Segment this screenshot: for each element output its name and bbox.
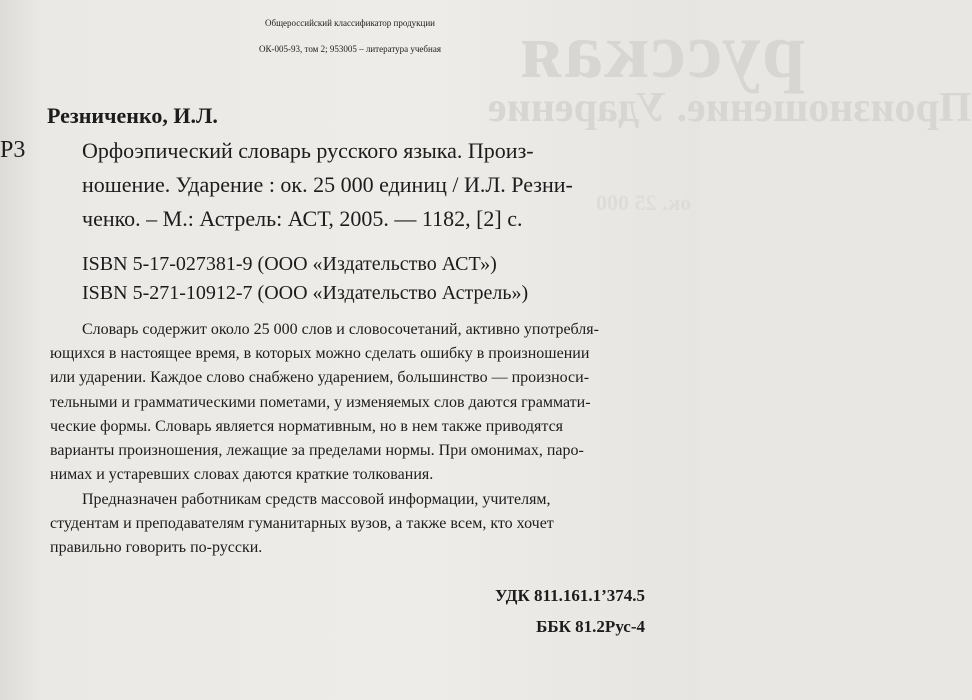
title-line: ношение. Ударение : ок. 25 000 единиц / И.Л. Резни-: [82, 172, 573, 197]
author-name: Резниченко, И.Л.: [47, 103, 218, 128]
audience-line: правильно говорить по-русски.: [50, 539, 263, 556]
annotation-line: Словарь содержит около 25 000 слов и словосочетаний, активно употребля-: [82, 321, 599, 338]
bbk-code: ББК 81.2Рус-4: [536, 617, 645, 636]
title-line: ченко. – М.: Астрель: АСТ, 2005. — 1182, [2] с.: [82, 206, 523, 231]
annotation-line: варианты произношения, лежащие за пределами нормы. При омонимах, паро-: [50, 442, 584, 459]
audience-line: студентам и преподавателям гуманитарных вузов, а также всем, кто хочет: [50, 515, 554, 532]
show-through-text-medium: Произношение. Ударение: [488, 85, 972, 131]
annotation-line: или ударении. Каждое слово снабжено ударением, большинство — произноси-: [50, 369, 590, 386]
udk-code: УДК 811.161.1’374.5: [494, 586, 645, 605]
isbn-line: ISBN 5-271-10912-7 (ООО «Издательство Астрель»): [82, 282, 529, 304]
audience-line: Предназначен работникам средств массовой информации, учителям,: [82, 491, 551, 508]
annotation-line: ющихся в настоящее время, в которых можно сделать ошибку в произношении: [50, 345, 590, 362]
isbn-line: ISBN 5-17-027381-9 (ООО «Издательство АСТ»): [82, 253, 497, 275]
title-line: Орфоэпический словарь русского языка. Произ-: [82, 138, 534, 163]
classifier-line: Общероссийский классификатор продукции: [265, 18, 435, 28]
catalog-index: Р3: [0, 137, 26, 163]
show-through-text-small: ок. 25 000: [596, 190, 692, 215]
annotation-line: ческие формы. Словарь является нормативным, но в нем также приводятся: [50, 418, 564, 435]
show-through-text-large: русская: [518, 7, 806, 94]
annotation-line: нимах и устаревших словах даются краткие толкования.: [50, 466, 434, 483]
classifier-code-line: ОК-005-93, том 2; 953005 – литература учебная: [259, 44, 441, 54]
annotation-line: тельными и грамматическими пометами, у изменяемых слов даются граммати-: [50, 394, 591, 411]
